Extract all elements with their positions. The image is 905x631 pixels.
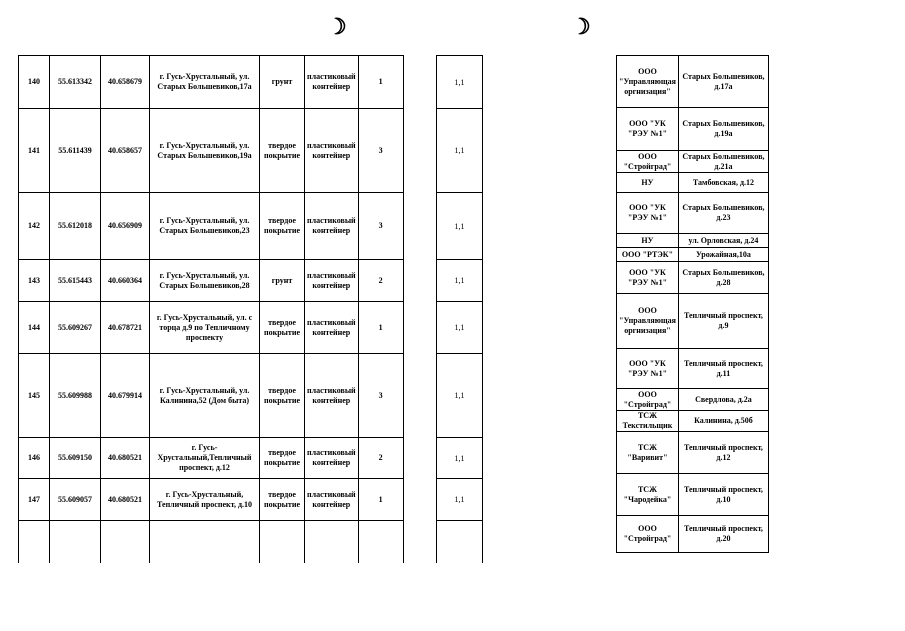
volume: 1,1 xyxy=(437,438,483,479)
table-row xyxy=(617,262,769,294)
row-number: 142 xyxy=(19,193,50,260)
table-row xyxy=(617,516,769,553)
volume: 1,1 xyxy=(437,109,483,193)
container-count: 3 xyxy=(358,193,403,260)
surface-type: твердое покрытие xyxy=(260,193,305,260)
volume: 1,1 xyxy=(437,302,483,354)
address: г. Гусь-Хрустальный, ул. Калинина,52 (Дом быта) xyxy=(150,354,260,438)
longitude: 40.660364 xyxy=(101,260,150,302)
volume: 1,1 xyxy=(437,56,483,109)
row-number: 144 xyxy=(19,302,50,354)
building-address: Тамбовская, д.12 xyxy=(678,173,768,193)
building-address: Старых Большевиков, д.28 xyxy=(678,262,768,294)
address: г. Гусь-Хрустальный, ул. Старых Большевиков,23 xyxy=(150,193,260,260)
latitude: 55.609150 xyxy=(50,438,101,479)
volume: 1,1 xyxy=(437,479,483,521)
longitude: 40.680521 xyxy=(101,438,150,479)
surface-type: грунт xyxy=(260,260,305,302)
table-row xyxy=(437,438,483,479)
organization: ООО "РТЭК" xyxy=(617,248,679,262)
latitude: 55.609057 xyxy=(50,479,101,521)
table-row xyxy=(617,173,769,193)
organization: НУ xyxy=(617,173,679,193)
container-count: 3 xyxy=(358,354,403,438)
surface-type: твердое покрытие xyxy=(260,302,305,354)
organization: ООО "Управляющая оргнизация" xyxy=(617,294,679,349)
organization: НУ xyxy=(617,234,679,248)
row-number: 141 xyxy=(19,109,50,193)
table-row xyxy=(617,151,769,173)
organization: ТСЖ "Варивит" xyxy=(617,432,679,474)
table-row xyxy=(437,260,483,302)
address: г. Гусь-Хрустальный, ул. Старых Большевиков,17а xyxy=(150,56,260,109)
container-type: пластиковый контейнер xyxy=(305,260,359,302)
longitude: 40.679914 xyxy=(101,354,150,438)
table-row xyxy=(19,354,404,438)
empty-cell xyxy=(50,521,101,563)
container-type: пластиковый контейнер xyxy=(305,109,359,193)
table-row xyxy=(617,474,769,516)
longitude: 40.658657 xyxy=(101,109,150,193)
table-row xyxy=(617,234,769,248)
row-number: 147 xyxy=(19,479,50,521)
building-address: Старых Большевиков, д.19а xyxy=(678,108,768,151)
table-row xyxy=(19,521,404,563)
table-row xyxy=(19,56,404,109)
table-row xyxy=(437,354,483,438)
table-row xyxy=(437,56,483,109)
container-count: 3 xyxy=(358,109,403,193)
organization: ООО "Стройград" xyxy=(617,151,679,173)
container-count: 2 xyxy=(358,438,403,479)
surface-type: твердое покрытие xyxy=(260,479,305,521)
surface-type: твердое покрытие xyxy=(260,354,305,438)
empty-cell xyxy=(437,521,483,563)
table-row xyxy=(19,193,404,260)
table-row xyxy=(437,521,483,563)
organization: ООО "УК "РЭУ №1" xyxy=(617,262,679,294)
latitude: 55.612018 xyxy=(50,193,101,260)
table-row xyxy=(437,193,483,260)
container-type: пластиковый контейнер xyxy=(305,193,359,260)
table-row xyxy=(437,109,483,193)
table-row xyxy=(617,411,769,432)
address: г. Гусь-Хрустальный, ул. Старых Большевиков,28 xyxy=(150,260,260,302)
building-address: Калинина, д.50б xyxy=(678,411,768,432)
table-row xyxy=(617,294,769,349)
container-sites-table xyxy=(18,55,404,563)
building-address: Тепличный проспект, д.20 xyxy=(678,516,768,553)
container-type: пластиковый контейнер xyxy=(305,354,359,438)
table-row xyxy=(19,109,404,193)
building-address: Тепличный проспект, д.12 xyxy=(678,432,768,474)
organization: ООО "УК "РЭУ №1" xyxy=(617,193,679,234)
container-type: пластиковый контейнер xyxy=(305,438,359,479)
building-address: Старых Большевиков, д.17а xyxy=(678,56,768,108)
empty-cell xyxy=(305,521,359,563)
longitude: 40.656909 xyxy=(101,193,150,260)
table-row xyxy=(19,479,404,521)
surface-type: грунт xyxy=(260,56,305,109)
surface-type: твердое покрытие xyxy=(260,438,305,479)
empty-cell xyxy=(101,521,150,563)
table-row xyxy=(437,302,483,354)
organization: ООО "Управляющая оргнизация" xyxy=(617,56,679,108)
empty-cell xyxy=(150,521,260,563)
container-count: 1 xyxy=(358,56,403,109)
empty-cell xyxy=(260,521,305,563)
organization: ООО "УК "РЭУ №1" xyxy=(617,108,679,151)
table-row xyxy=(617,108,769,151)
table-row xyxy=(19,302,404,354)
latitude: 55.609267 xyxy=(50,302,101,354)
volume: 1,1 xyxy=(437,354,483,438)
latitude: 55.613342 xyxy=(50,56,101,109)
address: г. Гусь-Хрустальный, ул. Старых Большевиков,19а xyxy=(150,109,260,193)
row-number: 143 xyxy=(19,260,50,302)
building-address: Старых Большевиков, д.21а xyxy=(678,151,768,173)
volume: 1,1 xyxy=(437,260,483,302)
table-row xyxy=(19,438,404,479)
building-address: Тепличный проспект, д.9 xyxy=(678,294,768,349)
volume-table xyxy=(436,55,483,563)
organization: ООО "УК "РЭУ №1" xyxy=(617,349,679,389)
container-type: пластиковый контейнер xyxy=(305,302,359,354)
organizations-table xyxy=(616,55,769,553)
row-number: 146 xyxy=(19,438,50,479)
building-address: Свердлова, д.2а xyxy=(678,389,768,411)
container-count: 2 xyxy=(358,260,403,302)
address: г. Гусь-Хрустальный,Тепличный проспект, д.12 xyxy=(150,438,260,479)
organization: ООО "Стройград" xyxy=(617,389,679,411)
table-row xyxy=(617,248,769,262)
empty-cell xyxy=(19,521,50,563)
table-row xyxy=(617,432,769,474)
address: г. Гусь-Хрустальный, ул. с торца д.9 по Тепличному проспекту xyxy=(150,302,260,354)
building-address: Тепличный проспект, д.10 xyxy=(678,474,768,516)
corner-mark-left: ☽ xyxy=(327,14,347,39)
table-row xyxy=(437,479,483,521)
volume: 1,1 xyxy=(437,193,483,260)
building-address: ул. Орловская, д.24 xyxy=(678,234,768,248)
table-row xyxy=(617,193,769,234)
table-row xyxy=(617,389,769,411)
building-address: Урожайная,10а xyxy=(678,248,768,262)
longitude: 40.680521 xyxy=(101,479,150,521)
row-number: 140 xyxy=(19,56,50,109)
organization: ООО "Стройград" xyxy=(617,516,679,553)
longitude: 40.658679 xyxy=(101,56,150,109)
address: г. Гусь-Хрустальный, Тепличный проспект, д.10 xyxy=(150,479,260,521)
latitude: 55.611439 xyxy=(50,109,101,193)
table-row xyxy=(19,260,404,302)
corner-mark-right: ☽ xyxy=(571,14,591,39)
latitude: 55.615443 xyxy=(50,260,101,302)
longitude: 40.678721 xyxy=(101,302,150,354)
building-address: Старых Большевиков, д.23 xyxy=(678,193,768,234)
building-address: Тепличный проспект, д.11 xyxy=(678,349,768,389)
container-count: 1 xyxy=(358,479,403,521)
organization: ТСЖ "Чародейка" xyxy=(617,474,679,516)
empty-cell xyxy=(358,521,403,563)
organization: ТСЖ Текстильщик xyxy=(617,411,679,432)
container-type: пластиковый контейнер xyxy=(305,479,359,521)
row-number: 145 xyxy=(19,354,50,438)
surface-type: твердое покрытие xyxy=(260,109,305,193)
container-type: пластиковый контейнер xyxy=(305,56,359,109)
latitude: 55.609988 xyxy=(50,354,101,438)
table-row xyxy=(617,56,769,108)
container-count: 1 xyxy=(358,302,403,354)
table-row xyxy=(617,349,769,389)
